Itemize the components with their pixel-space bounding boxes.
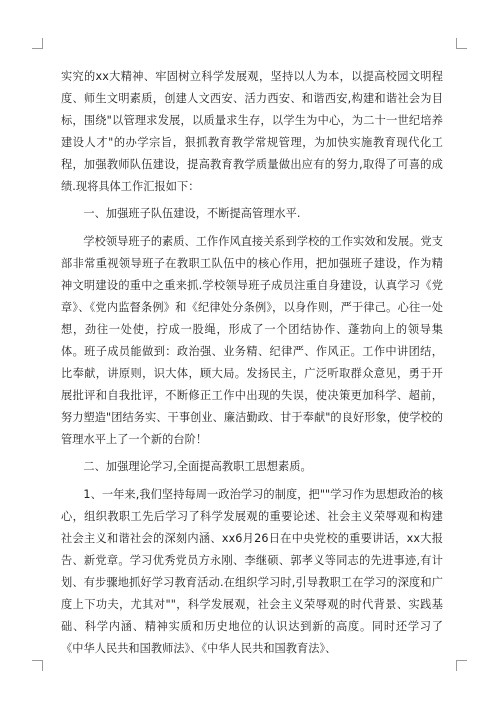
document-body — [61, 66, 443, 660]
crop-mark-bottom-left — [32, 660, 43, 671]
intro-paragraph: 实究的xx大精神、牢固树立科学发展观，坚持以人为本，以提高校园文明程度、师生文明素质，创建人文西安、活力西安、和谐西安,构建和谐社会为目标，围绕"以管理求发展，以质量求生存，以学生为中心，为二十一世纪培养建设人才"的办学宗旨，狠抓教育教学常规管理，为加快实施教育现代化工程，加强教师队伍建设，提高教育教学质量做出应有的努力,取得了可喜的成绩.现将具体工作汇报如下： — [61, 70, 443, 193]
crop-mark-top-left — [32, 38, 43, 49]
body-paragraph-2: 1、一年来,我们坚持每周一政治学习的制度，把""学习作为思想政治的核心，组织教职工先后学习了科学发展观的重要论述、社会主义荣辱观和构建社会主义和谐社会的深刻内涵、xx6月26日在中央党校的重要讲话，xx大报告、新党章。学习优秀党员方永刚、李继硕、郭孝义等同志的先进事迹,有计划、有步骤地抓好学习教育活动.在组织学习时,引导教职工在学习的深度和广度上下功夫，尤其对""，科学发展观，社会主义荣辱观的时代背景、实践基础、科学内涵、精神实质和历史地位的认识达到新的高度。同时还学习了《中华人民共和国教师法》、《中华人民共和国教育法》、 — [61, 488, 443, 655]
crop-mark-top-right — [456, 38, 467, 49]
crop-mark-bottom-right — [456, 660, 467, 671]
section-heading-1: 一、加强班子队伍建设，不断提高管理水平. — [83, 207, 301, 221]
body-paragraph-1: 学校领导班子的素质、工作作风直接关系到学校的工作实效和发展。党支部非常重视领导班子在教职工队伍中的核心作用，把加强班子建设，作为精神文明建设的重中之重来抓.学校领导班子成员注重自身建设，认真学习《党章》、《党内监督条例》和《纪律处分条例》，以身作则，严于律己。心往一处想，劲往一处使，拧成一股绳，形成了一个团结协作、蓬勃向上的领导集体。班子成员能做到：政治强、业务精、纪律严、作风正。工作中讲团结，比奉献，讲原则，识大体，顾大局。发扬民主，广泛听取群众意见，勇于开展批评和自我批评，不断修正工作中出现的失误，使决策更加科学、超前，努力塑造"团结务实、干事创业、廉洁勤政、甘于奉献"的良好形象，使学校的管理水平上了一个新的台阶！ — [61, 235, 443, 446]
section-heading-2: 二、加强理论学习,全面提高教职工思想素质。 — [83, 460, 312, 474]
